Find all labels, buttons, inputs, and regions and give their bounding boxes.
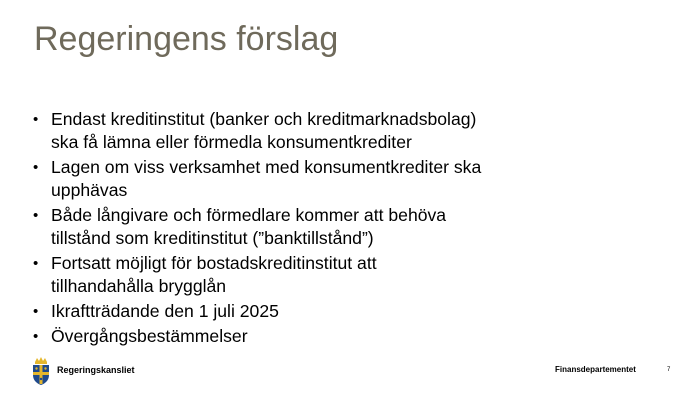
footer-department: Finansdepartementet [555,365,636,374]
bullet-item [30,300,590,323]
bullet-item [30,156,590,202]
bullet-text-line: upphävas [51,180,128,200]
bullet-text-line: tillstånd som kreditinstitut (”banktillstånd”) [51,228,374,248]
bullet-text-line: Lagen om viss verksamhet med konsumentkrediter ska [51,157,482,177]
bullet-text-line: ska få lämna eller förmedla konsumentkrediter [51,132,412,152]
bullet-text-line: Fortsatt möjligt för bostadskreditinstitut att [51,253,377,273]
bullet-list [30,108,590,350]
bullet-item [30,325,590,348]
bullet-dot: • [33,303,39,320]
government-crest-icon [30,356,52,386]
bullet-dot: • [33,111,39,128]
bullet-text-line: Övergångsbestämmelser [51,326,248,346]
bullet-text-line: Endast kreditinstitut (banker och kreditmarknadsbolag) [51,109,477,129]
footer-brand: Regeringskansliet [57,365,135,375]
page-number: 7 [667,367,671,373]
bullet-item [30,252,590,298]
bullet-dot: • [33,255,39,272]
bullet-text-line: Ikraftträdande den 1 juli 2025 [51,301,279,321]
bullet-dot: • [33,328,39,345]
bullet-text-line: Både långivare och förmedlare kommer att behöva [51,205,447,225]
bullet-dot: • [33,207,39,224]
bullet-dot: • [33,159,39,176]
bullet-item [30,108,590,154]
bullet-item [30,204,590,250]
slide-title: Regeringens förslag [34,20,339,58]
bullet-text-line: tillhandahålla brygglån [51,276,227,296]
